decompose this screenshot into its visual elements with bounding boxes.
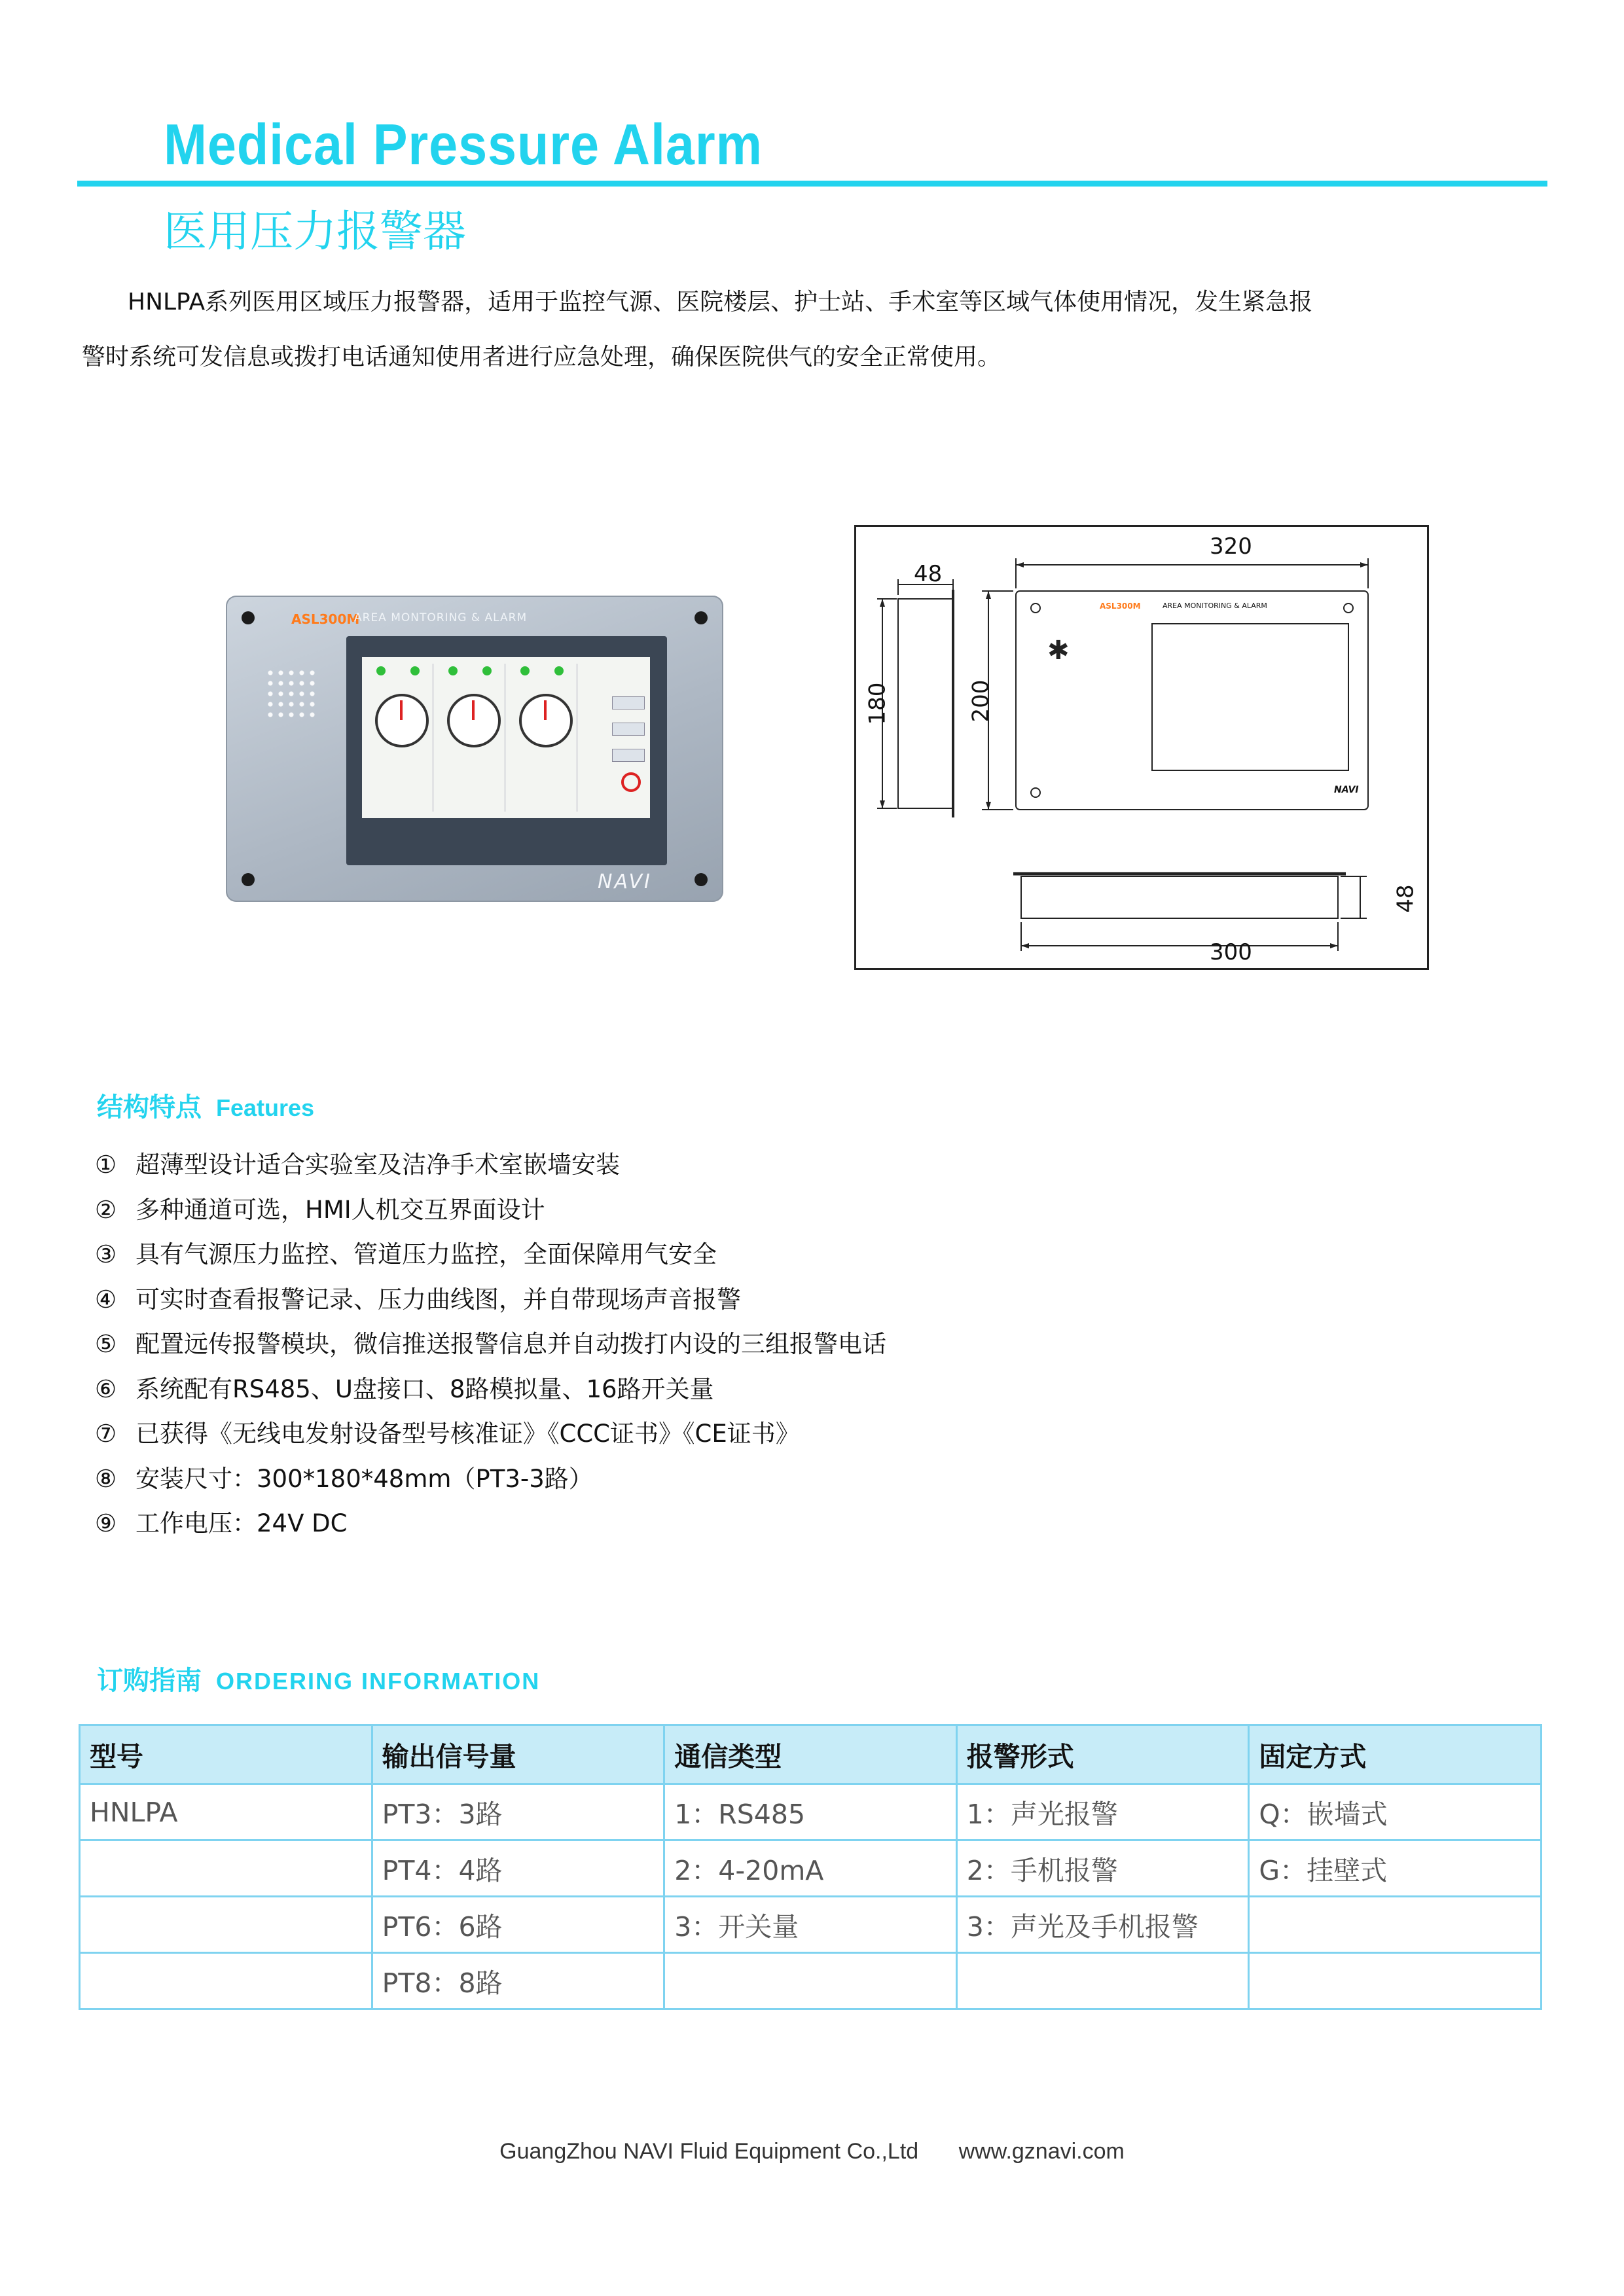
page-footer — [0, 2139, 1624, 2164]
column-header: 报警形式 — [956, 1725, 1249, 1784]
list-item — [95, 1367, 886, 1412]
svg-text:✱: ✱ — [1047, 636, 1070, 666]
gauge-column — [511, 664, 577, 812]
list-text: 系统配有RS485、U盘接口、8路模拟量、16路开关量 — [135, 1374, 714, 1403]
dim-300-label: 300 — [1210, 939, 1252, 965]
table-row — [80, 1897, 1542, 1953]
table-cell — [80, 1897, 372, 1953]
hmi-side-button — [612, 696, 645, 709]
screw-icon — [695, 873, 708, 886]
list-item — [95, 1457, 886, 1502]
table-cell: PT6：6路 — [372, 1897, 664, 1953]
gauge-column — [367, 664, 433, 812]
list-text: 超薄型设计适合实验室及洁净手术室嵌墙安装 — [135, 1151, 620, 1179]
list-text: 多种通道可选，HMI人机交互界面设计 — [135, 1195, 545, 1224]
footer-company: GuangZhou NAVI Fluid Equipment Co.,Ltd — [499, 2139, 919, 2164]
device-brand-logo: NAVI — [598, 870, 652, 893]
screw-icon — [695, 611, 708, 624]
table-header-row — [80, 1725, 1542, 1784]
table-row — [80, 1784, 1542, 1840]
ordering-heading-cn: 订购指南 — [97, 1666, 202, 1696]
list-item — [95, 1501, 886, 1547]
dim-48-bottom-label: 48 — [1392, 884, 1419, 913]
status-led-icon — [482, 666, 492, 675]
device-screen — [346, 636, 667, 865]
list-number: ④ — [95, 1285, 117, 1314]
status-led-icon — [520, 666, 530, 675]
table-cell: PT3：3路 — [372, 1784, 664, 1840]
front-subtitle-label: AREA MONITORING & ALARM — [1163, 601, 1267, 610]
pressure-gauge-icon — [519, 694, 573, 747]
features-heading — [97, 1086, 314, 1124]
page-title-cn: 医用压力报警器 — [164, 206, 466, 257]
speaker-grille-icon — [265, 668, 317, 720]
list-number: ⑦ — [95, 1420, 117, 1448]
status-led-icon — [410, 666, 420, 675]
column-header: 输出信号量 — [372, 1725, 664, 1784]
list-text: 配置远传报警模块，微信推送报警信息并自动拨打内设的三组报警电话 — [135, 1330, 886, 1358]
hmi-side-button — [612, 723, 645, 736]
dimension-drawing — [854, 525, 1429, 970]
intro-line-1: HNLPA系列医用区域压力报警器，适用于监控气源、医院楼层、护士站、手术室等区域气体使用情况，发生紧急报 — [128, 289, 1313, 315]
table-cell: PT4：4路 — [372, 1840, 664, 1897]
table-row — [80, 1840, 1542, 1897]
device-hmi-panel — [362, 657, 650, 818]
table-cell — [1249, 1897, 1542, 1953]
features-heading-cn: 结构特点 — [97, 1092, 202, 1122]
list-item — [95, 1232, 886, 1278]
gauge-column — [439, 664, 505, 812]
status-led-icon — [554, 666, 564, 675]
list-number: ③ — [95, 1240, 117, 1268]
intro-line-2: 警时系统可发信息或拨打电话通知使用者进行应急处理，确保医院供气的安全正常使用。 — [82, 344, 1001, 370]
table-cell: 3：声光及手机报警 — [956, 1897, 1249, 1953]
list-number: ⑤ — [95, 1330, 117, 1358]
dim-200-label: 200 — [967, 679, 994, 723]
table-cell: 2：手机报警 — [956, 1840, 1249, 1897]
list-text: 可实时查看报警记录、压力曲线图，并自带现场声音报警 — [135, 1285, 741, 1314]
ordering-table — [79, 1724, 1542, 2010]
list-item — [95, 1412, 886, 1457]
table-cell: 1：RS485 — [664, 1784, 957, 1840]
table-cell — [80, 1840, 372, 1897]
features-list — [95, 1143, 886, 1547]
pressure-gauge-icon — [375, 694, 429, 747]
table-cell: PT8：8路 — [372, 1953, 664, 2009]
list-number: ⑨ — [95, 1509, 117, 1537]
page-title-en: Medical Pressure Alarm — [164, 112, 763, 177]
list-number: ⑥ — [95, 1374, 117, 1403]
table-cell: Q：嵌墙式 — [1249, 1784, 1542, 1840]
device-photo — [226, 596, 723, 902]
title-divider — [77, 181, 1547, 187]
list-item — [95, 1188, 886, 1233]
status-led-icon — [448, 666, 458, 675]
table-cell: G：挂壁式 — [1249, 1840, 1542, 1897]
column-header: 型号 — [80, 1725, 372, 1784]
table-cell — [956, 1953, 1249, 2009]
list-number: ⑧ — [95, 1464, 117, 1493]
status-led-icon — [376, 666, 386, 675]
list-text: 工作电压：24V DC — [135, 1509, 348, 1537]
list-number: ② — [95, 1195, 117, 1224]
dim-180-label: 180 — [864, 682, 891, 725]
device-subtitle-label: AREA MONTORING & ALARM — [354, 611, 528, 624]
ordering-heading — [97, 1660, 540, 1697]
column-header: 固定方式 — [1249, 1725, 1542, 1784]
screw-icon — [242, 611, 255, 624]
screw-icon — [242, 873, 255, 886]
table-cell — [1249, 1953, 1542, 2009]
pressure-gauge-icon — [447, 694, 501, 747]
hmi-side-button — [612, 749, 645, 762]
table-cell: 2：4-20mA — [664, 1840, 957, 1897]
dim-48-top-label: 48 — [914, 561, 943, 587]
list-text: 安装尺寸：300*180*48mm（PT3-3路） — [135, 1464, 593, 1493]
dim-320-label: 320 — [1210, 533, 1252, 560]
footer-website[interactable]: www.gznavi.com — [958, 2139, 1125, 2164]
features-heading-en: Features — [216, 1094, 315, 1121]
list-item — [95, 1278, 886, 1323]
list-text: 已获得《无线电发射设备型号核准证》《CCC证书》《CE证书》 — [135, 1420, 800, 1448]
front-model-label: ASL300M — [1100, 601, 1141, 611]
column-header: 通信类型 — [664, 1725, 957, 1784]
ordering-heading-en: ORDERING INFORMATION — [216, 1668, 541, 1695]
list-text: 具有气源压力监控、管道压力监控，全面保障用气安全 — [135, 1240, 717, 1268]
mute-icon — [621, 772, 641, 792]
table-cell: 1：声光报警 — [956, 1784, 1249, 1840]
dimension-drawing-lines — [856, 527, 1427, 968]
list-number: ① — [95, 1151, 117, 1179]
device-model-label: ASL300M — [291, 611, 360, 627]
list-item — [95, 1143, 886, 1188]
table-row — [80, 1953, 1542, 2009]
table-cell — [664, 1953, 957, 2009]
front-brand-logo: NAVI — [1334, 785, 1359, 795]
intro-paragraph — [82, 275, 1548, 385]
table-cell: HNLPA — [80, 1784, 372, 1840]
table-cell: 3：开关量 — [664, 1897, 957, 1953]
list-item — [95, 1322, 886, 1367]
table-cell — [80, 1953, 372, 2009]
